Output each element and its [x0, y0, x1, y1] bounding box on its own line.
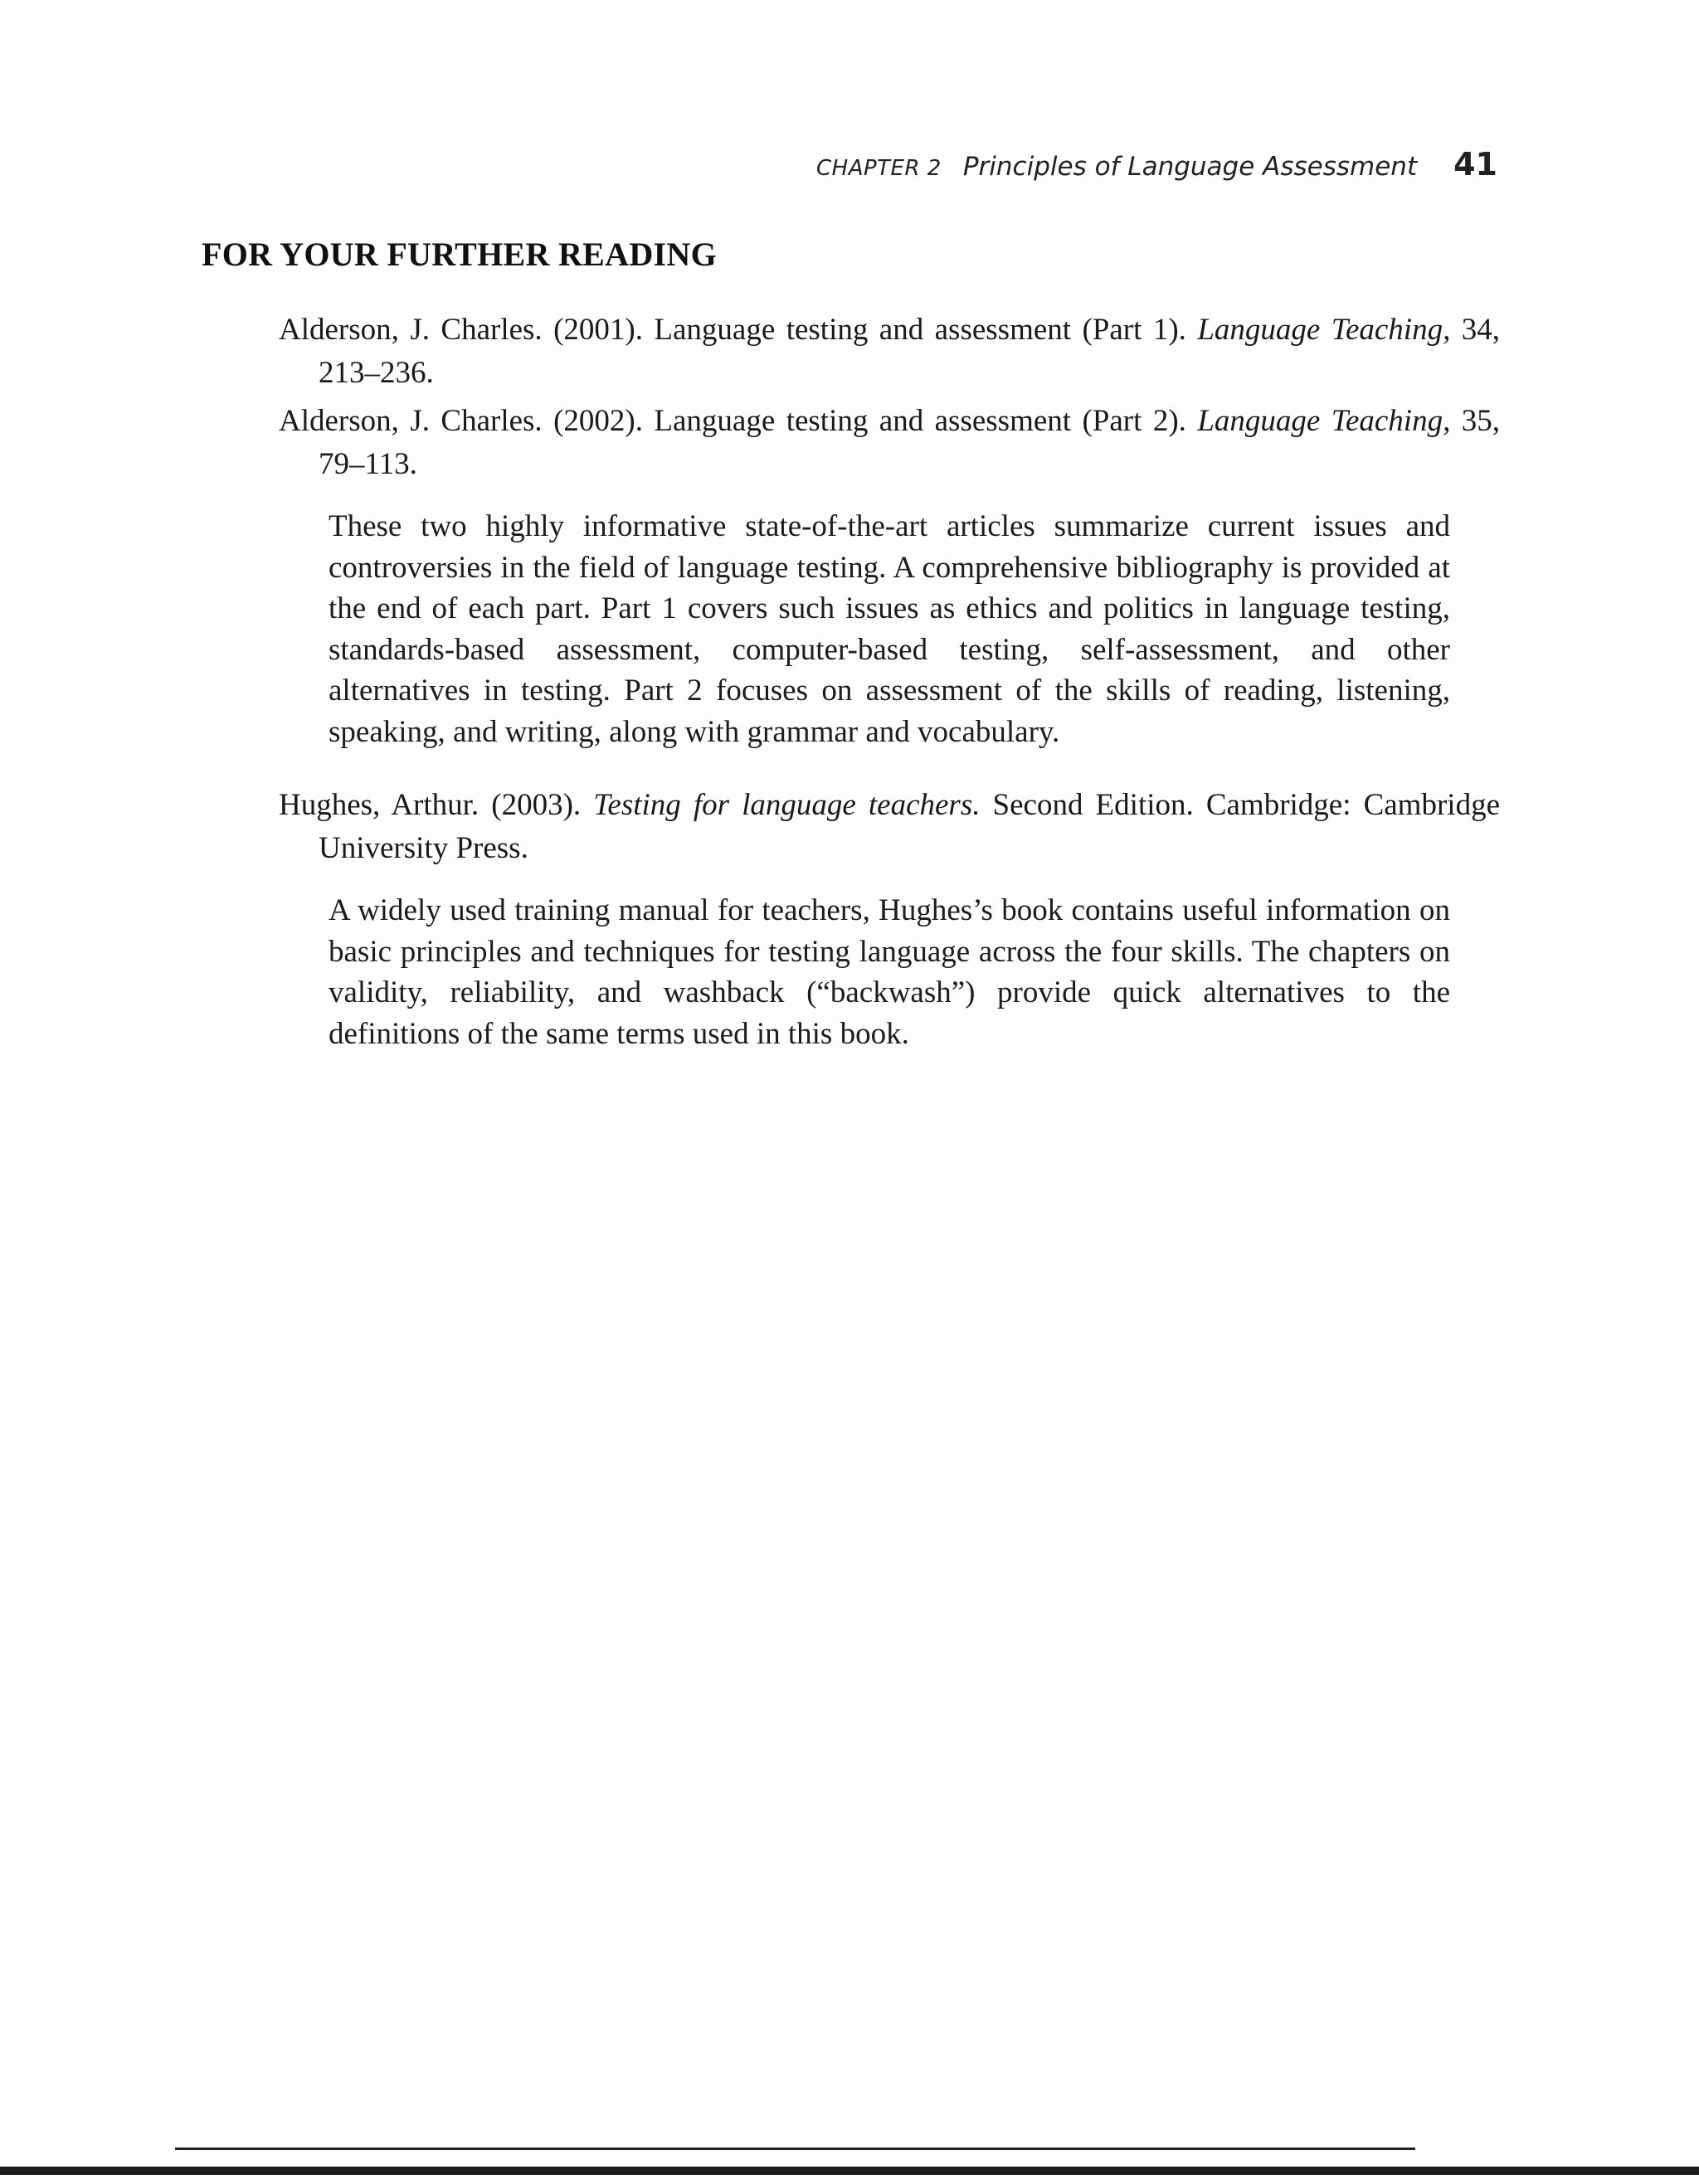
citation-alderson-2002	[279, 400, 1500, 486]
citation-journal: Language Teaching,	[1197, 313, 1451, 347]
bottom-rule	[175, 2148, 1415, 2150]
running-head-chapter: CHAPTER 2	[815, 156, 942, 181]
citation-journal: Language Teaching,	[1197, 404, 1451, 438]
page-number: 41	[1453, 146, 1497, 182]
scan-edge-band	[0, 2167, 1699, 2175]
citation-alderson-2001	[279, 309, 1500, 395]
citation-text: Hughes, Arthur. (2003).	[279, 788, 594, 822]
citation-text: Alderson, J. Charles. (2001). Language testing and assessment (Part 1).	[279, 313, 1198, 347]
citation-details: Second Edition. Cambridge: Cambridge University Press.	[319, 788, 1500, 865]
citation-hughes-2003	[279, 784, 1500, 870]
citation-details: 35, 79–113.	[319, 404, 1501, 481]
annotation-alderson: These two highly informative state-of-the-art articles summarize current issues and controversies in the field of language testing. A comprehensive bibliography is provided at the end of each part. Part 1 covers such issues as ethics and politics in language testing, standards-based assessment, computer-based testing, self-assessment, and other alternatives in testing. Part 2 focuses on assessment of the skills of reading, listening, speaking, and writing, along with grammar and vocabulary.	[329, 509, 1450, 749]
running-head-title: Principles of Language Assessment	[962, 152, 1418, 182]
annotation-hughes: A widely used training manual for teachers, Hughes’s book contains useful information on basic principles and techniques for testing language across the four skills. The chapters on validity, reliability, and washback (“backwash”) provide quick alternatives to the definitions of the same terms used in this book.	[329, 893, 1450, 1051]
citation-text: Alderson, J. Charles. (2002). Language testing and assessment (Part 2).	[279, 404, 1198, 438]
citation-details: 34, 213–236.	[319, 313, 1501, 390]
reading-list	[279, 309, 1500, 1086]
running-head	[816, 146, 1497, 182]
citation-book-title: Testing for language teachers.	[593, 788, 981, 822]
section-heading: FOR YOUR FURTHER READING	[202, 236, 717, 273]
